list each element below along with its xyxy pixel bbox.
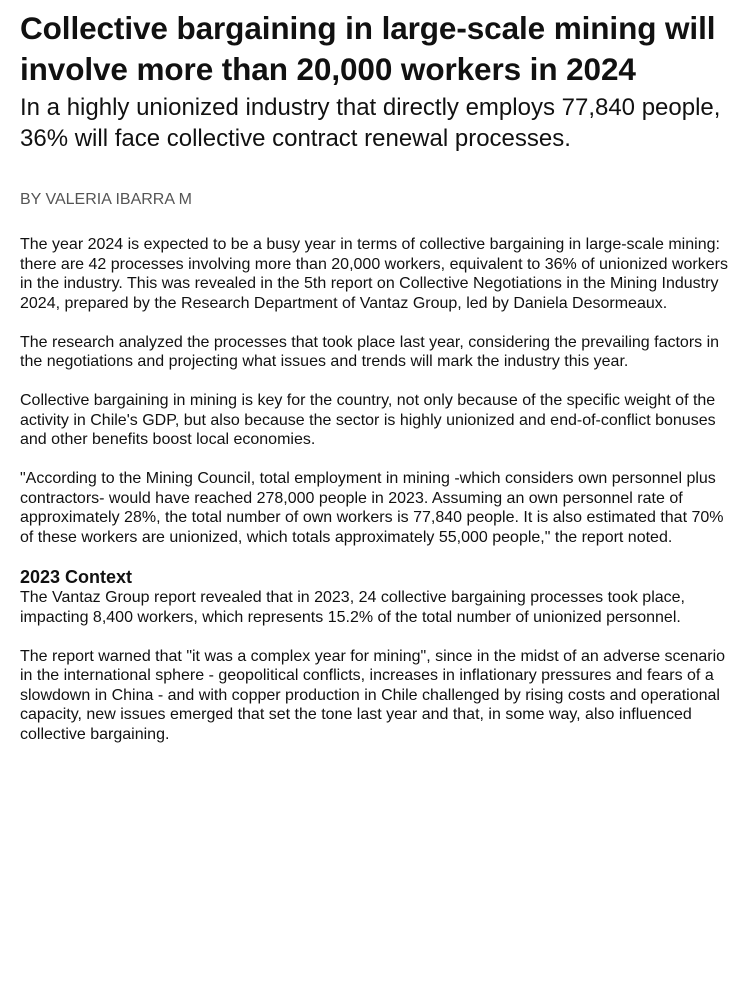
article-paragraph: Collective bargaining in mining is key for the country, not only because of the specific weight of the activity in Chile's GDP, but also because the sector is highly unionized and end-of-conflict bonuses and other benefits boost local economies. [20, 392, 716, 448]
article-paragraph: The research analyzed the processes that took place last year, considering the prevailing factors in the negotiations and projecting what issues and trends will mark the industry this year. [20, 333, 720, 370]
article-subheadline: In a highly unionized industry that directly employs 77,840 people, 36% will face collective contract renewal processes. [20, 94, 721, 152]
article-byline: BY VALERIA IBARRA M [20, 191, 192, 208]
article-paragraph: The year 2024 is expected to be a busy year in terms of collective bargaining in large-scale mining: there are 42 processes involving more than 20,000 workers, equivalent to 36% of unionized workers in the industry. This was revealed in the 5th report on Collective Negotiations in the Mining Industry 2024, prepared by the Research Department of Vantaz Group, led by Daniela Desormeaux. [20, 236, 728, 312]
article-headline: Collective bargaining in large-scale mining will involve more than 20,000 workers in 2024 [20, 10, 716, 87]
article-paragraph: "According to the Mining Council, total employment in mining -which considers own personnel plus contractors- would have reached 278,000 people in 2023. Assuming an own personnel rate of approximately 28%, the total number of own workers is 77,840 people. It is also estimated that 70% of these workers are unionized, which totals approximately 55,000 people," the report noted. [20, 470, 724, 546]
section-paragraph: The report warned that "it was a complex year for mining", since in the midst of an adverse scenario in the international sphere - geopolitical conflicts, increases in inflationary pressures and fears of a slowdown in China - and with copper production in Chile challenged by rising costs and operational capacity, new issues emerged that set the tone last year and that, in some way, also influenced collective bargaining. [20, 647, 726, 743]
section-heading: 2023 Context [20, 567, 133, 587]
section-paragraph: The Vantaz Group report revealed that in 2023, 24 collective bargaining processes took place, impacting 8,400 workers, which represents 15.2% of the total number of unionized personnel. [20, 589, 685, 626]
